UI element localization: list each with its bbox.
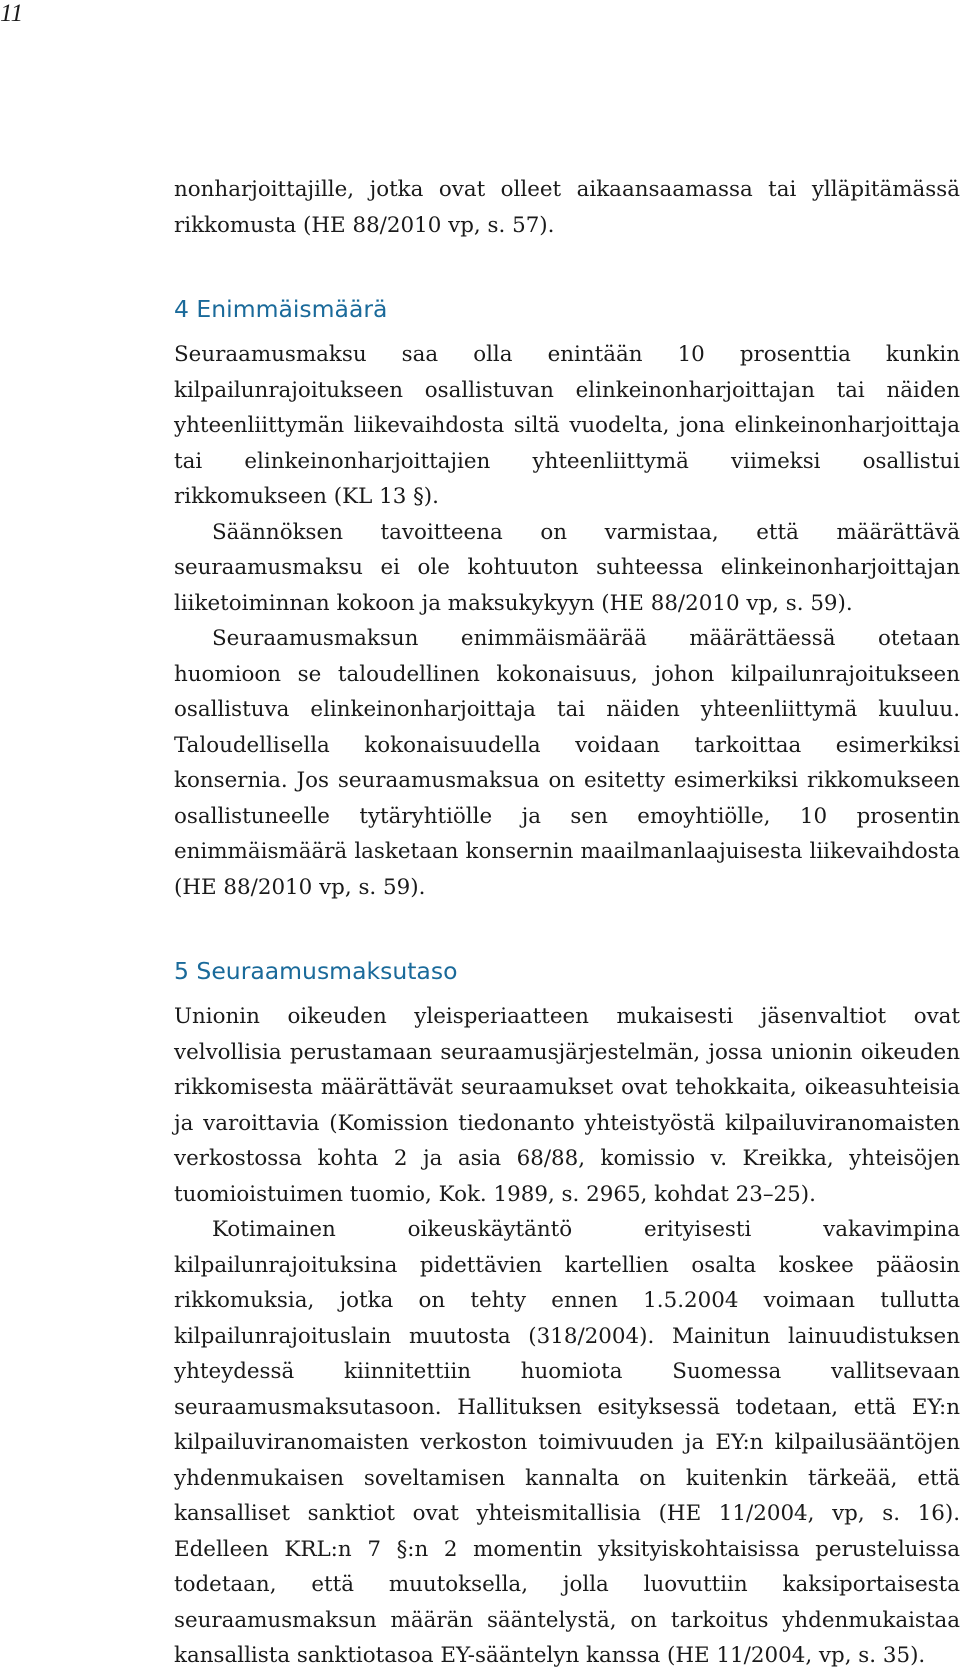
- section-5-heading: 5 Seuraamusmaksutaso: [174, 957, 458, 985]
- section-4-heading: 4 Enimmäismäärä: [174, 295, 388, 323]
- section-5-paragraph-1: Unionin oikeuden yleisperiaatteen mukaisesti jäsenvaltiot ovat velvollisia perustamaan seuraamusjärjestelmän, jossa unionin oikeuden rikkomisesta määrättävät seuraamukset ovat tehokkaita, oikeasuhteisia ja varoittavia (Komission tiedonanto yhteistyöstä kilpailuviranomaisten verkostossa kohta 2 ja asia 68/88, komissio v. Kreikka, yhteisöjen tuomioistuimen tuomio, Kok. 1989, s. 2965, kohdat 23–25).: [174, 1004, 960, 1207]
- intro-paragraph: nonharjoittajille, jotka ovat olleet aikaansaamassa tai ylläpitämässä rikkomusta (HE 88/2010 vp, s. 57).: [174, 177, 960, 238]
- section-4-paragraph-3: Seuraamusmaksun enimmäismäärää määrättäessä otetaan huomioon se taloudellinen kokonaisuus, johon kilpailunrajoitukseen osallistuva elinkeinonharjoittaja tai näiden yhteenliittymä kuuluu. Taloudellisella kokonaisuudella voidaan tarkoittaa esimerkiksi konsernia. Jos seuraamusmaksua on esitetty esimerkiksi rikkomukseen osallistuneelle tytäryhtiölle ja sen emoyhtiölle, 10 prosentin enimmäismäärä lasketaan konsernin maailmanlaajuisesta liikevaihdosta (HE 88/2010 vp, s. 59).: [174, 626, 960, 900]
- page-number: 11: [0, 0, 24, 27]
- section-5-paragraph-2: Kotimainen oikeuskäytäntö erityisesti vakavimpina kilpailunrajoituksina pidettävien kartellien osalta koskee pääosin rikkomuksia, jotka on tehty ennen 1.5.2004 voimaan tullutta kilpailunrajoituslain muutosta (318/2004). Mainitun lainuudistuksen yhteydessä kiinnitettiin huomiota Suomessa vallitsevaan seuraamusmaksutasoon. Hallituksen esityksessä todetaan, että EY:n kilpailuviranomaisten verkoston toimivuuden ja EY:n kilpailusääntöjen yhdenmukaisen soveltamisen kannalta on kuitenkin tärkeää, että kansalliset sanktiot ovat yhteismitallisia (HE 11/2004, vp, s. 16). Edelleen KRL:n 7 §:n 2 momentin yksityiskohtaisissa perusteluissa todetaan, että muutoksella, jolla luovuttiin kaksiportaisesta seuraamusmaksun määrän sääntelystä, on tarkoitus yhdenmukaistaa kansallista sanktiotasoa EY-sääntelyn kanssa (HE 11/2004, vp, s. 35).: [174, 1217, 960, 1668]
- section-4-paragraph-2: Säännöksen tavoitteena on varmistaa, että määrättävä seuraamusmaksu ei ole kohtuuton suhteessa elinkeinonharjoittajan liiketoiminnan kokoon ja maksukykyyn (HE 88/2010 vp, s. 59).: [174, 519, 960, 616]
- section-4-paragraph-1: Seuraamusmaksu saa olla enintään 10 prosenttia kunkin kilpailunrajoitukseen osallistuvan elinkeinonharjoittajan tai näiden yhteenliittymän liikevaihdosta siltä vuodelta, jona elinkeinonharjoittaja tai elinkeinonharjoittajien yhteenliittymä viimeksi osallistui rikkomukseen (KL 13 §).: [174, 342, 960, 509]
- document-body: [174, 172, 960, 1674]
